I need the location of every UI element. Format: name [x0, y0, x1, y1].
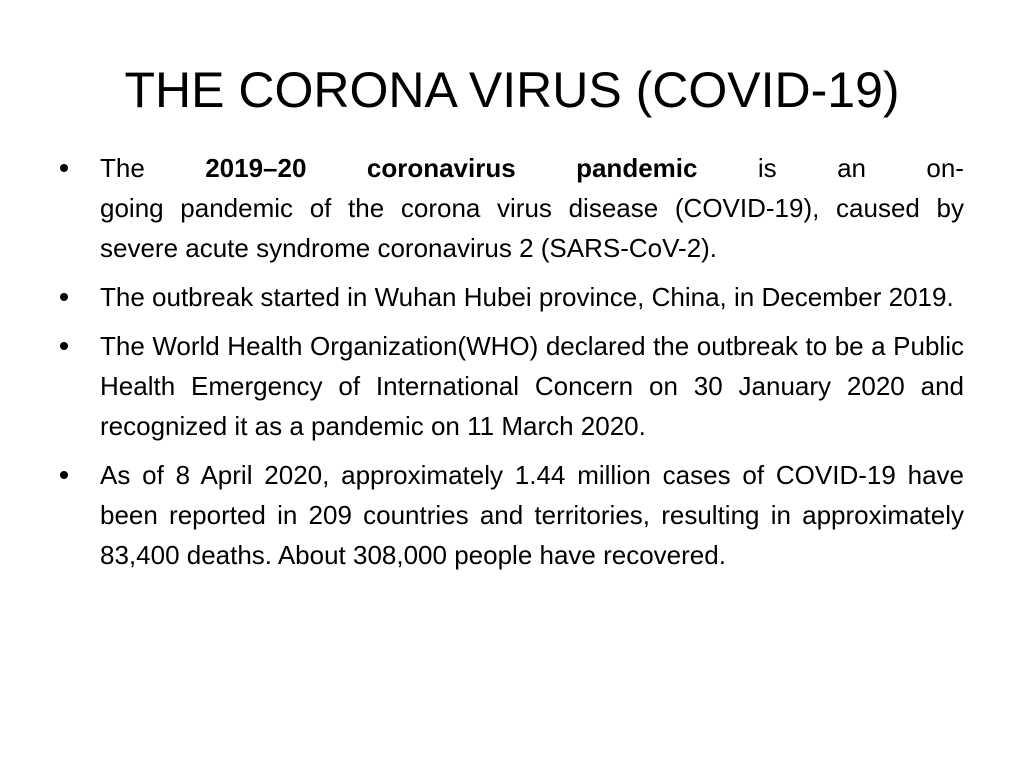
bullet-item-outbreak [58, 277, 964, 317]
word: on- [926, 153, 964, 183]
bullet-text: As of 8 April 2020, approximately 1.44 million cases of COVID-19 have been reported in 209 countries and territories, resulting in approximately 83,400 deaths. About 308,000 people have recovered. [100, 460, 964, 570]
bullet-dot-icon [60, 342, 68, 350]
bold-word: 2019–20 [205, 153, 307, 183]
word: is [757, 153, 777, 183]
word: The [100, 153, 145, 183]
bullet-text: going pandemic of the corona virus disease (COVID-19), caused by severe acute syndrome coronavirus 2 (SARS-CoV-2). [100, 193, 964, 263]
bullet-item-pandemic [58, 148, 964, 268]
bullet-item-cases [58, 455, 964, 575]
bullet-text: The outbreak started in Wuhan Hubei province, China, in December 2019. [100, 282, 954, 312]
bullet-text: The World Health Organization(WHO) declared the outbreak to be a Public Health Emergency of International Concern on 30 January 2020 and recognized it as a pandemic on 11 March 2020. [100, 331, 964, 441]
bullet-first-line [100, 148, 964, 188]
bullet-list [58, 148, 964, 584]
bullet-item-who [58, 326, 964, 446]
bullet-dot-icon [60, 293, 68, 301]
bold-word: pandemic [576, 153, 698, 183]
slide-title: THE CORONA VIRUS (COVID-19) [124, 62, 900, 118]
bullet-dot-icon [60, 164, 68, 172]
bold-word: coronavirus [366, 153, 516, 183]
word: an [837, 153, 866, 183]
bullet-dot-icon [60, 471, 68, 479]
